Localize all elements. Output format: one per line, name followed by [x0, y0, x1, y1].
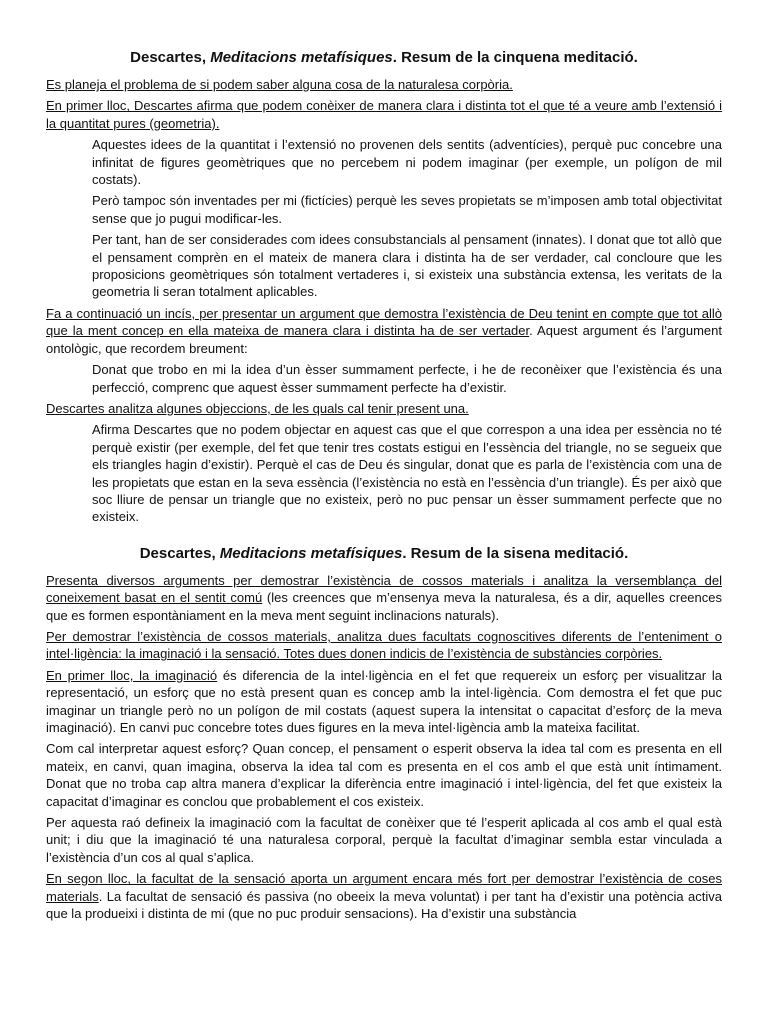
title-italic: Meditacions metafísiques — [210, 49, 393, 66]
paragraph-text: és diferencia de la intel·ligència en el fet que requereix un esforç per visualitzar la representació, un esforç que no està present quan es concep amb la intel·ligència. Com demostra el fet que puc imaginar un triangle però no un polígon de mil costats (aquest supera la intensitat o capacitat d’esforç de la meva imaginació). En canvi puc concebre totes dues figures en la meva intel·ligència amb la mateixa facilitat. — [46, 667, 722, 735]
underlined-text: Descartes analitza algunes objeccions, de les quals cal tenir present una. — [46, 400, 469, 416]
paragraph — [46, 870, 722, 922]
title-suffix: . Resum de la cinquena meditació. — [392, 49, 638, 66]
underlined-text: En segon lloc, la facultat de la sensació aporta un argument encara més fort per demostrar l’existència de coses materials — [46, 871, 722, 904]
indented-paragraph: Afirma Descartes que no podem objectar en aquest cas que el que correspon a una idea per essència no té perquè existir (per exemple, del fet que tenir tres costats estigui en l’essència del triangle, no se segueix que els triangles hagin d’existir). Perquè el cas de Deu és singular, donat que es parla de l’existència com una de les propietats que estan en la seva essència (l’existència no està en l’essència d’un triangle). És per això que soc lliure de pensar un triangle que no existeix, però no puc pensar un èsser summament perfecte que no existeix. — [92, 422, 722, 525]
title-prefix: Descartes, — [130, 49, 211, 66]
paragraph — [46, 76, 722, 93]
indented-paragraph: Per tant, han de ser considerades com idees consubstancials al pensament (innates). I donat que tot allò que el pensament comprèn en el mateix de manera clara i distinta ha de ser verdader, cal concloure que les proposicions geomètriques són totalment vertaderes i, si existeix una substància extensa, les veritats de la geometria li seran totalment aplicables. — [92, 232, 722, 300]
paragraph — [46, 305, 722, 357]
underlined-text: Presenta diversos arguments per demostrar l’existència de cossos materials i analitza la versemblança del coneixement basat en el sentit comú — [46, 572, 722, 606]
underlined-text: Per demostrar l’existència de cossos materials, analitza dues facultats cognoscitives diferents de l’enteniment o intel·ligència: la imaginació i la sensació. Totes dues donen indicis de l’existència de substàncies corpòries. — [46, 628, 722, 662]
title-prefix: Descartes, — [139, 544, 220, 562]
paragraph-text: . Aquest argument és l’argument ontològic, que recordem breument: — [46, 323, 722, 356]
paragraph-text: . La facultat de sensació és passiva (no obeeix la meva voluntat) i per tant ha d’existir una potència activa que la produeixi i distinta de mi (que no puc produir sensacions). Ha d’existir una substància — [46, 888, 722, 922]
underlined-text: Fa a continuació un incís, per presentar un argument que demostra l’existència de Deu tenint en compte que tot allò que la ment concep en ella mateixa de manera clara i distinta ha de ser vertader — [46, 305, 722, 339]
paragraph-text: (les creences que m’ensenya meva la naturalesa, és a dir, aquelles creences que es formen espontàniament en la meva ment seguint inclinacions naturals). — [46, 590, 722, 623]
section-title-sixth-meditation — [46, 544, 722, 564]
paragraph: Per aquesta raó defineix la imaginació com la facultat de conèixer que té l’esperit aplicada al cos amb el qual està unit; i diu que la imaginació té una naturalesa corporal, perquè la facultat d’imaginar sembla estar vinculada a l’existència d’un cos al qual s’aplica. — [46, 815, 722, 865]
title-suffix: . Resum de la sisena meditació. — [402, 544, 629, 562]
indented-paragraph: Donat que trobo en mi la idea d’un èsser summament perfecte, i he de reconèixer que l’existència és una perfecció, comprenc que aquest èsser summament perfecte ha d’existir. — [92, 362, 722, 395]
paragraph — [46, 97, 722, 132]
paragraph — [46, 628, 722, 663]
document-page — [46, 48, 722, 926]
paragraph — [46, 572, 722, 624]
paragraph: Com cal interpretar aquest esforç? Quan concep, el pensament o esperit observa la idea tal com es presenta en ell mateix, en canvi, quan imagina, observa la idea tal com es presenta en el cos amb el que està unit íntimament. Donat que no troba cap altra manera d’explicar la diferència entre imaginació i intel·ligència, del fet que existeix la capacitat d’imaginar es conclou que probablement el cos existeix. — [46, 741, 722, 809]
paragraph — [46, 667, 722, 737]
indented-paragraph: Però tampoc són inventades per mi (fictícies) perquè les seves propietats se m’imposen amb total objectivitat sense que jo pugui modificar-les. — [92, 193, 722, 226]
paragraph — [46, 400, 722, 417]
title-italic: Meditacions metafísiques — [219, 544, 403, 562]
section-title-fifth-meditation — [46, 48, 722, 68]
indented-paragraph: Aquestes idees de la quantitat i l’extensió no provenen dels sentits (adventícies), perquè puc concebre una infinitat de figures geomètriques que no percebem ni podem imaginar (per exemple, un polígon de mil costats). — [92, 137, 722, 188]
underlined-text: En primer lloc, Descartes afirma que podem conèixer de manera clara i distinta tot el que té a veure amb l’extensió i la quantitat pures (geometria). — [46, 98, 722, 131]
underlined-text: Es planeja el problema de si podem saber alguna cosa de la naturalesa corpòria. — [46, 77, 513, 92]
underlined-text: En primer lloc, la imaginació — [46, 667, 218, 683]
